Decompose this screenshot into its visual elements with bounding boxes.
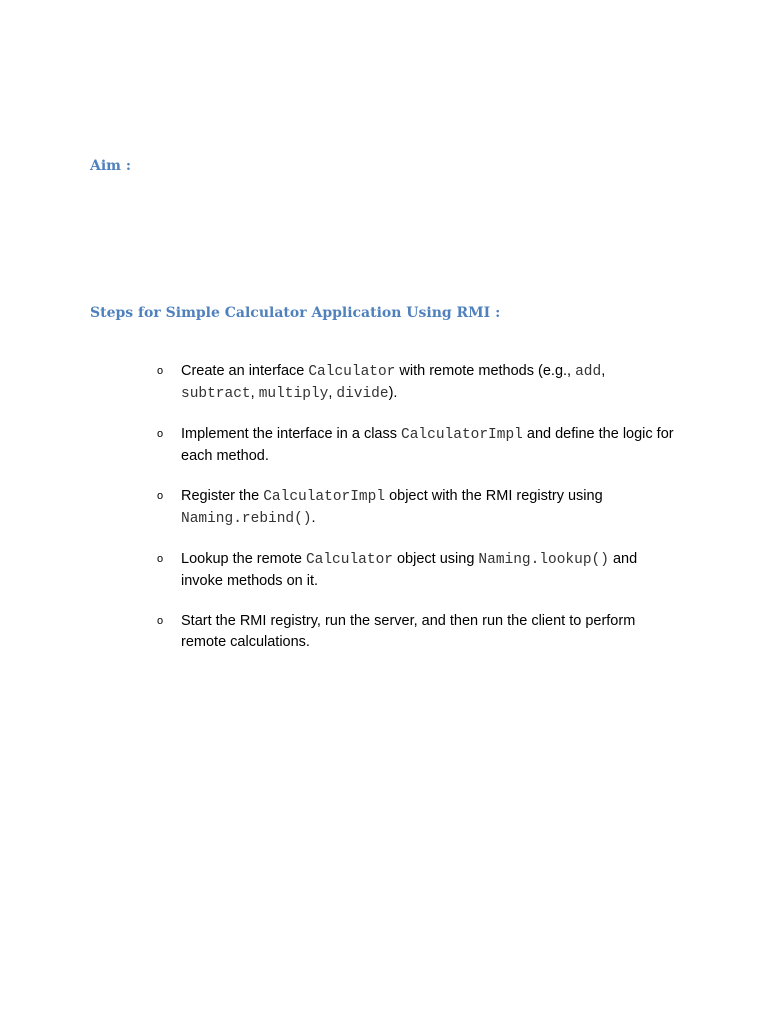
aim-heading: Aim :: [90, 158, 132, 174]
step-text: with remote methods (e.g.,: [395, 363, 576, 379]
code-term: add: [575, 364, 602, 380]
bullet-circle-icon: o: [157, 553, 164, 565]
step-item: [0, 486, 676, 530]
bullet-circle-icon: o: [157, 365, 164, 377]
code-term: subtract: [181, 386, 251, 402]
step-text: ,: [250, 385, 259, 401]
step-text: ,: [601, 363, 606, 379]
step-text: and define the logic for each method.: [181, 426, 674, 464]
step-text: object with the RMI registry using: [385, 488, 603, 504]
step-text: ,: [328, 385, 337, 401]
step-text: Lookup the remote: [181, 551, 306, 567]
step-item: [0, 361, 676, 405]
step-item: [0, 549, 676, 592]
step-text: ).: [388, 385, 398, 401]
code-term: CalculatorImpl: [263, 489, 386, 505]
code-term: CalculatorImpl: [401, 427, 523, 443]
step-text: and invoke methods on it.: [181, 551, 638, 589]
bullet-circle-icon: o: [157, 428, 164, 440]
code-term: multiply: [258, 386, 329, 402]
steps-list: [0, 361, 768, 672]
step-text: object using: [392, 551, 479, 567]
code-term: Naming.rebind(): [181, 511, 312, 527]
step-text: .: [311, 510, 316, 526]
step-text: Start the RMI registry, run the server, and then run the client to perform remote calculations.: [181, 613, 636, 650]
code-term: divide: [336, 386, 389, 402]
step-item: [0, 424, 676, 467]
steps-heading: Steps for Simple Calculator Application Using RMI :: [90, 305, 501, 321]
code-term: Calculator: [308, 364, 396, 380]
bullet-circle-icon: o: [157, 615, 164, 627]
step-text: Create an interface: [181, 363, 309, 379]
step-item: [0, 611, 676, 653]
code-term: Calculator: [305, 552, 393, 568]
step-text: Register the: [181, 488, 264, 504]
code-term: Naming.lookup(): [478, 552, 609, 568]
bullet-circle-icon: o: [157, 490, 164, 502]
step-text: Implement the interface in a class: [181, 426, 402, 442]
